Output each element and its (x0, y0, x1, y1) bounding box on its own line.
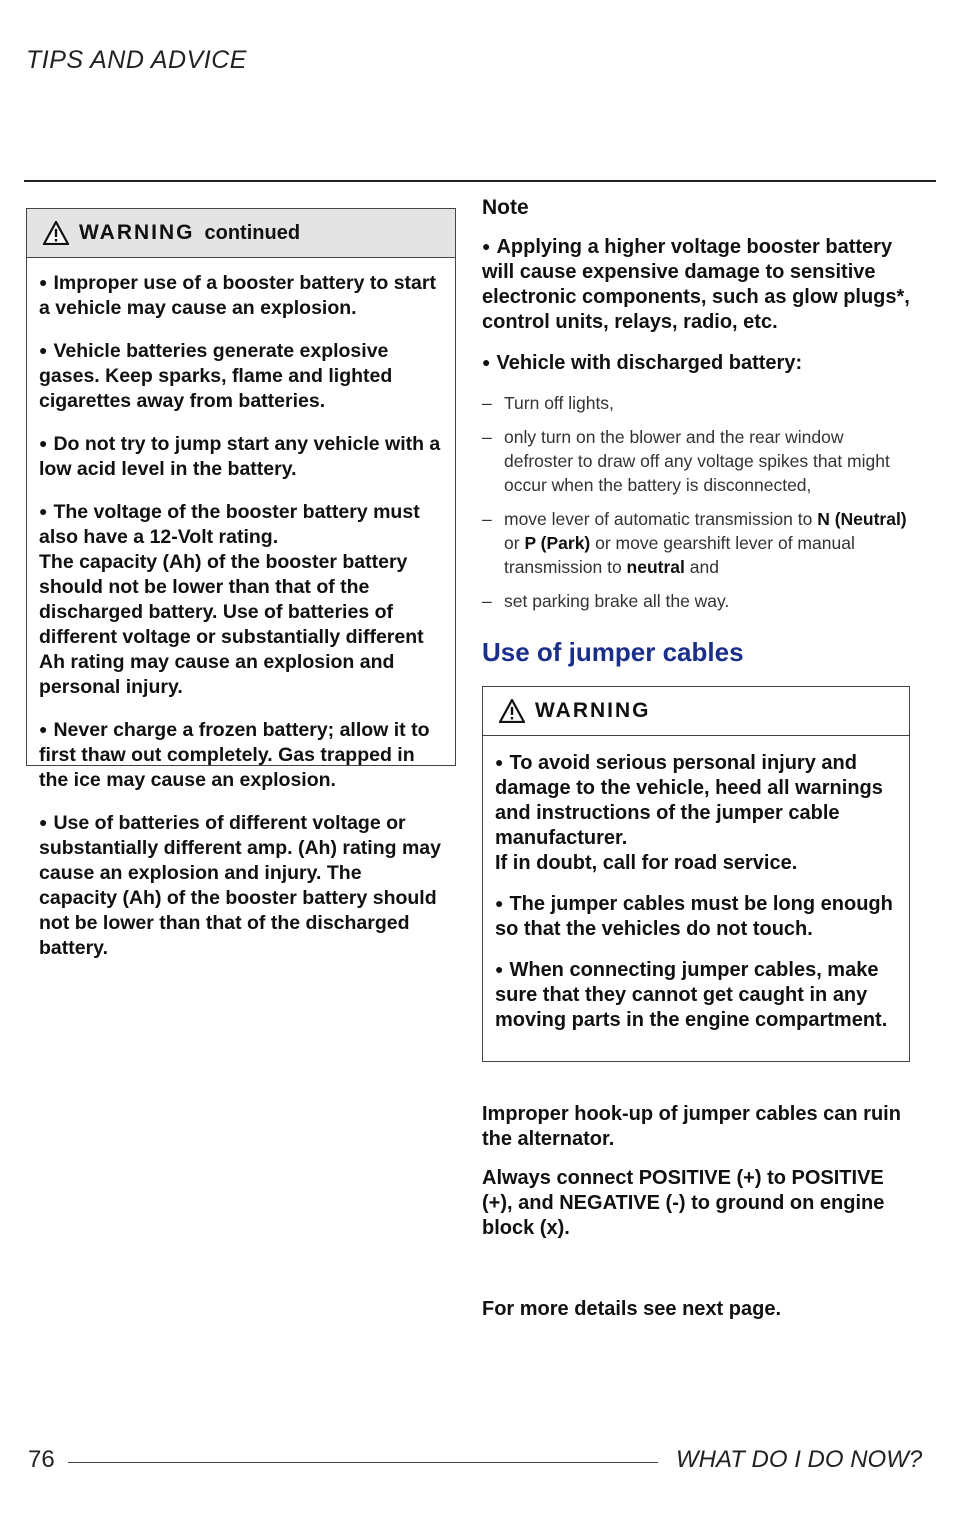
warning-triangle-icon (43, 221, 69, 245)
footer-divider (68, 1462, 658, 1463)
step-item: – Turn off lights, (482, 393, 614, 413)
warning-item: ● Use of batteries of different voltage or substantially different amp. (Ah) rating may cause an explosion and injury. The capacity (Ah) of the booster battery should not be lower than that of the discharged battery. (39, 812, 441, 959)
warning-item: ● Improper use of a booster battery to start a vehicle may cause an explosion. (39, 272, 436, 319)
section-title-jumper-cables: Use of jumper cables (482, 637, 744, 667)
footer-section-title: WHAT DO I DO NOW? (676, 1446, 923, 1473)
page-header-title: TIPS AND ADVICE (26, 46, 247, 74)
header-divider (24, 180, 936, 182)
warning-item: ● The jumper cables must be long enough so that the vehicles do not touch. (495, 893, 893, 940)
note-item: ● Vehicle with discharged battery: (482, 352, 803, 374)
page-number: 76 (28, 1446, 55, 1473)
warning-item: ● When connecting jumper cables, make sure that they cannot get caught in any moving parts in the engine compartment. (495, 959, 888, 1031)
warning-box-continued (26, 208, 456, 959)
warning-label: WARNING (79, 221, 195, 244)
step-item: – only turn on the blower and the rear window defroster to draw off any voltage spikes that might occur when the battery is disconnected, (482, 427, 890, 495)
warning-item: ● Vehicle batteries generate explosive gases. Keep sparks, flame and lighted cigarettes away from batteries. (39, 340, 393, 412)
jumper-paragraph: Improper hook-up of jumper cables can ruin the alternator. (482, 1103, 901, 1150)
right-column (482, 196, 912, 1336)
note-item: ● Applying a higher voltage booster battery will cause expensive damage to sensitive electronic components, such as glow plugs*, control units, relays, radio, etc. (482, 236, 910, 333)
warning-box-jumper (482, 686, 910, 1062)
warning-item: ● Never charge a frozen battery; allow it to first thaw out completely. Gas trapped in the ice may cause an explosion. (39, 719, 430, 791)
step-item: – move lever of automatic transmission to N (Neutral) or P (Park) or move gearshift lever of manual transmission to neutral and (482, 509, 907, 577)
warning-triangle-icon (499, 699, 525, 723)
warning-label: WARNING (535, 699, 651, 722)
warning-header (483, 687, 909, 736)
jumper-paragraph: For more details see next page. (482, 1298, 781, 1320)
warning-item: ● The voltage of the booster battery must also have a 12-Volt rating. The capacity (Ah) of the booster battery should not be lower than that of the discharged battery. Use of batteries of different voltage or substantially different Ah rating may cause an explosion and personal injury. (39, 501, 424, 698)
note-title: Note (482, 196, 529, 219)
warning-item: ● To avoid serious personal injury and damage to the vehicle, heed all warnings and instructions of the jumper cable manufacturer. If in doubt, call for road service. (495, 752, 883, 874)
warning-header (27, 209, 455, 258)
jumper-paragraph: Always connect POSITIVE (+) to POSITIVE (+), and NEGATIVE (-) to ground on engine block (x). (482, 1167, 885, 1239)
step-item: – set parking brake all the way. (482, 591, 730, 611)
warning-item: ● Do not try to jump start any vehicle with a low acid level in the battery. (39, 433, 441, 480)
warning-continued-label: continued (204, 221, 301, 244)
